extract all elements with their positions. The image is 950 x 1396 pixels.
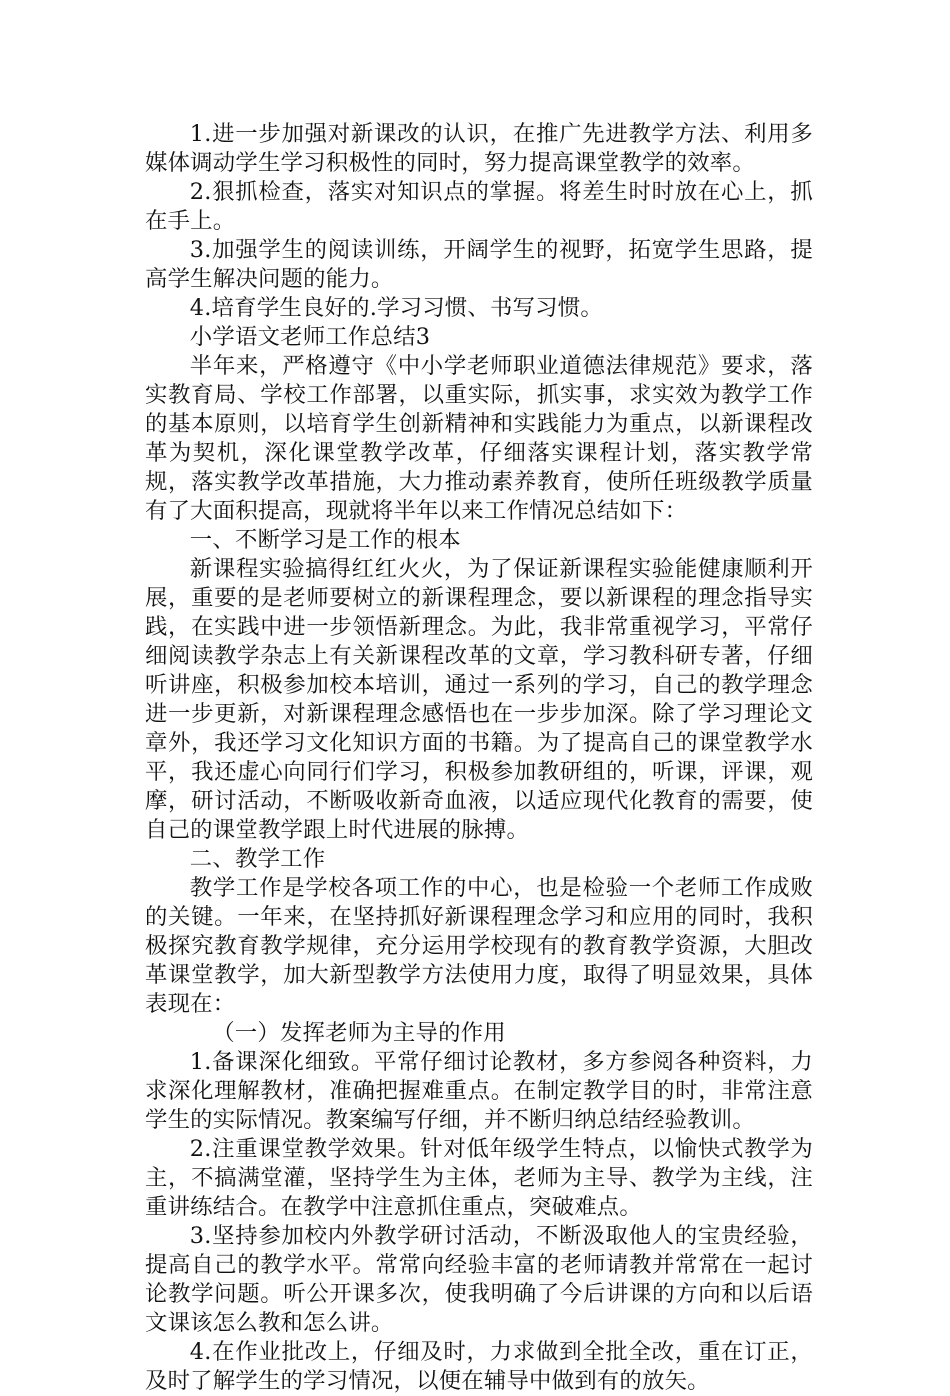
subheading-one: （一）发挥老师为主导的作用 [212,1020,506,1046]
point-item-2: 2.注重课堂教学效果。针对低年级学生特点，以愉快式教学为主，不搞满堂灌，坚持学生为主体，老师为主导、教学为主线，注重讲练结合。在教学中注意抓住重点，突破难点。 [145,1136,813,1220]
paragraph-item-3: 3.加强学生的阅读训练，开阔学生的视野，拓宽学生思路，提高学生解决问题的能力。 [145,237,813,292]
paragraph-item-1: 1.进一步加强对新课改的认识，在推广先进教学方法、利用多媒体调动学生学习积极性的同时，努力提高课堂教学的效率。 [145,121,813,176]
heading-one: 一、不断学习是工作的根本 [189,527,461,553]
heading-two: 二、教学工作 [189,846,326,872]
point-item-3: 3.坚持参加校内外教学研讨活动，不断汲取他人的宝贵经验，提高自己的教学水平。常常向经验丰富的老师请教并常常在一起讨论教学问题。听公开课多次，使我明确了今后讲课的方向和以后语文课该怎么教和怎么讲。 [145,1223,813,1336]
study-paragraph: 新课程实验搞得红红火火，为了保证新课程实验能健康顺利开展，重要的是老师要树立的新课程理念，要以新课程的理念指导实践，在实践中进一步领悟新理念。为此，我非常重视学习，平常仔细阅读教学杂志上有关新课程改革的文章，学习教科研专著，仔细听讲座，积极参加校本培训，通过一系列的学习，自己的教学理念进一步更新，对新课程理念感悟也在一步步加深。除了学习理论文章外，我还学习文化知识方面的书籍。为了提高自己的课堂教学水平，我还虚心向同行们学习，积极参加教研组的，听课，评课，观摩，研讨活动，不断吸收新奇血液，以适应现代化教育的需要，使自己的课堂教学跟上时代进展的脉搏。 [145,556,813,843]
intro-paragraph: 半年来，严格遵守《中小学老师职业道德法律规范》要求，落实教育局、学校工作部署，以重实际，抓实事，求实效为教学工作的基本原则，以培育学生创新精神和实践能力为重点，以新课程改革为契机，深化课堂教学改革，仔细落实课程计划，落实教学常规，落实教学改革措施，大力推动素养教育，使所任班级教学质量有了大面积提高，现就将半年以来工作情况总结如下： [145,353,813,524]
point-item-4: 4.在作业批改上，仔细及时，力求做到全批全改，重在订正，及时了解学生的学习情况，以便在辅导中做到有的放矢。 [145,1339,813,1394]
paragraph-item-4: 4.培育学生良好的.学习习惯、书写习惯。 [189,295,603,321]
teaching-paragraph: 教学工作是学校各项工作的中心，也是检验一个老师工作成败的关键。一年来，在坚持抓好新课程理念学习和应用的同时，我积极探究教育教学规律，充分运用学校现有的教育教学资源，大胆改革课堂教学，加大新型教学方法使用力度，取得了明显效果，具体表现在： [145,875,813,1017]
paragraph-item-2: 2.狠抓检查，落实对知识点的掌握。将差生时时放在心上，抓在手上。 [145,179,813,234]
point-item-1: 1.备课深化细致。平常仔细讨论教材，多方参阅各种资料，力求深化理解教材，准确把握难重点。在制定教学目的时，非常注意学生的实际情况。教案编写仔细，并不断归纳总结经验教训。 [145,1049,813,1133]
section-title: 小学语文老师工作总结3 [189,324,431,350]
document-body [145,120,813,1396]
